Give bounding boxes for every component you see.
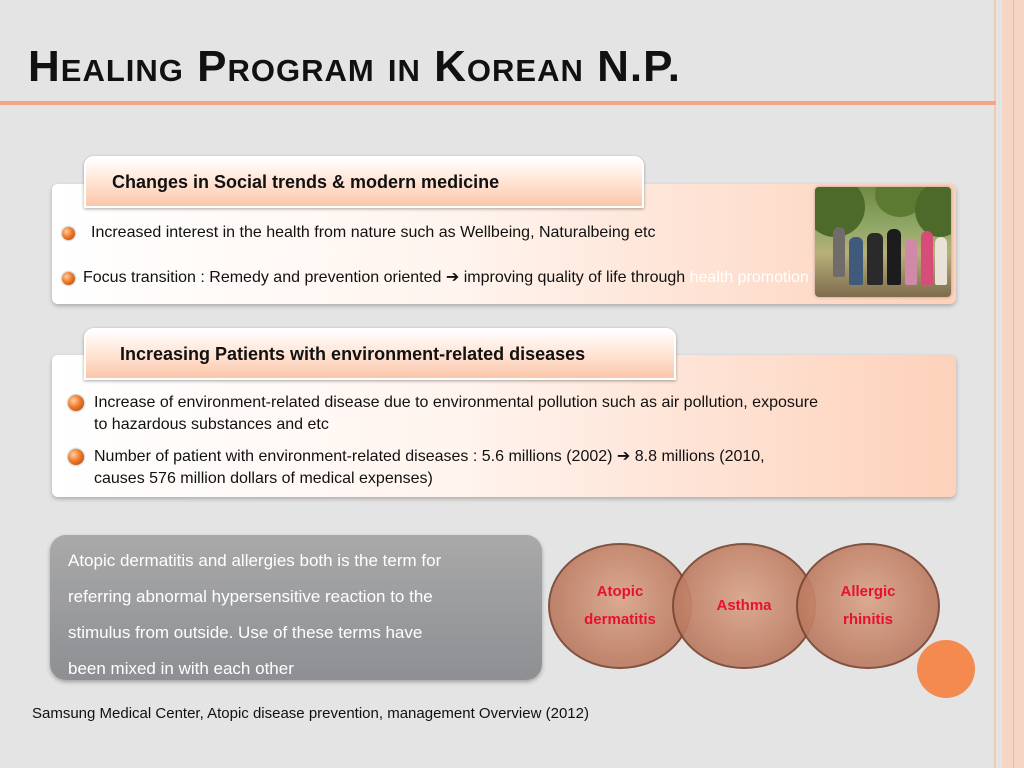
venn-circle-asthma xyxy=(672,543,816,669)
section-tab-social-trends xyxy=(84,156,644,208)
venn-label: Asthma xyxy=(716,597,772,614)
bullet-line: Increase of environment-related disease due to environmental pollution such as air pollution, exposure xyxy=(94,394,818,411)
venn-label: dermatitis xyxy=(584,611,656,628)
bullet-item xyxy=(62,222,655,244)
title-divider xyxy=(0,101,996,105)
bullet-icon xyxy=(68,449,84,465)
bullet-text xyxy=(94,392,818,436)
bullet-text xyxy=(83,267,809,289)
decor-stripe xyxy=(999,0,1000,768)
bullet-text-part: improving quality of life through xyxy=(459,269,690,286)
source-citation: Samsung Medical Center, Atopic disease prevention, management Overview (2012) xyxy=(32,705,589,722)
venn-circle-atopic-dermatitis xyxy=(548,543,692,669)
slide-title: Healing Program in Korean N.P. xyxy=(28,42,681,91)
arrow-icon: ➔ xyxy=(445,269,460,286)
bullet-line xyxy=(94,446,765,468)
bullet-text: Increased interest in the health from nature such as Wellbeing, Naturalbeing etc xyxy=(91,224,656,241)
note-line: Atopic dermatitis and allergies both is the term for xyxy=(68,551,442,570)
highlight-text: health promotion xyxy=(689,269,809,286)
note-line: been mixed in with each other xyxy=(68,659,294,678)
bullet-item xyxy=(62,267,809,289)
note-line: referring abnormal hypersensitive reaction to the xyxy=(68,587,433,606)
section-tab-environment-diseases xyxy=(84,328,676,380)
bullet-line: to hazardous substances and etc xyxy=(94,416,329,433)
bullet-icon xyxy=(68,395,84,411)
venn-label: rhinitis xyxy=(842,611,893,628)
bullet-text-part: Focus transition : Remedy and prevention oriented xyxy=(83,269,446,286)
bullet-item xyxy=(68,392,948,436)
venn-label: Allergic xyxy=(840,583,896,600)
section-heading: Changes in Social trends & modern medicine xyxy=(112,172,500,192)
bullet-text xyxy=(94,446,765,490)
decor-stripe xyxy=(994,0,996,768)
bullet-item xyxy=(68,446,948,490)
nature-group-photo xyxy=(815,187,951,297)
note-line: stimulus from outside. Use of these terms have xyxy=(68,623,423,642)
decor-circle xyxy=(917,640,975,698)
disease-venn-diagram xyxy=(548,543,944,671)
bullet-line: causes 576 million dollars of medical expenses) xyxy=(94,470,433,487)
venn-label: Atopic xyxy=(596,583,644,600)
bullet-icon xyxy=(62,227,75,240)
definition-note-box xyxy=(50,535,542,680)
decor-stripe xyxy=(1013,0,1014,768)
bullet-icon xyxy=(62,272,75,285)
bullet-text-part: 8.8 millions (2010, xyxy=(630,448,765,465)
arrow-icon: ➔ xyxy=(616,448,631,465)
venn-circle-allergic-rhinitis xyxy=(796,543,940,669)
section-heading: Increasing Patients with environment-related diseases xyxy=(120,344,586,364)
bullet-text-part: Number of patient with environment-related diseases : 5.6 millions (2002) xyxy=(94,448,617,465)
